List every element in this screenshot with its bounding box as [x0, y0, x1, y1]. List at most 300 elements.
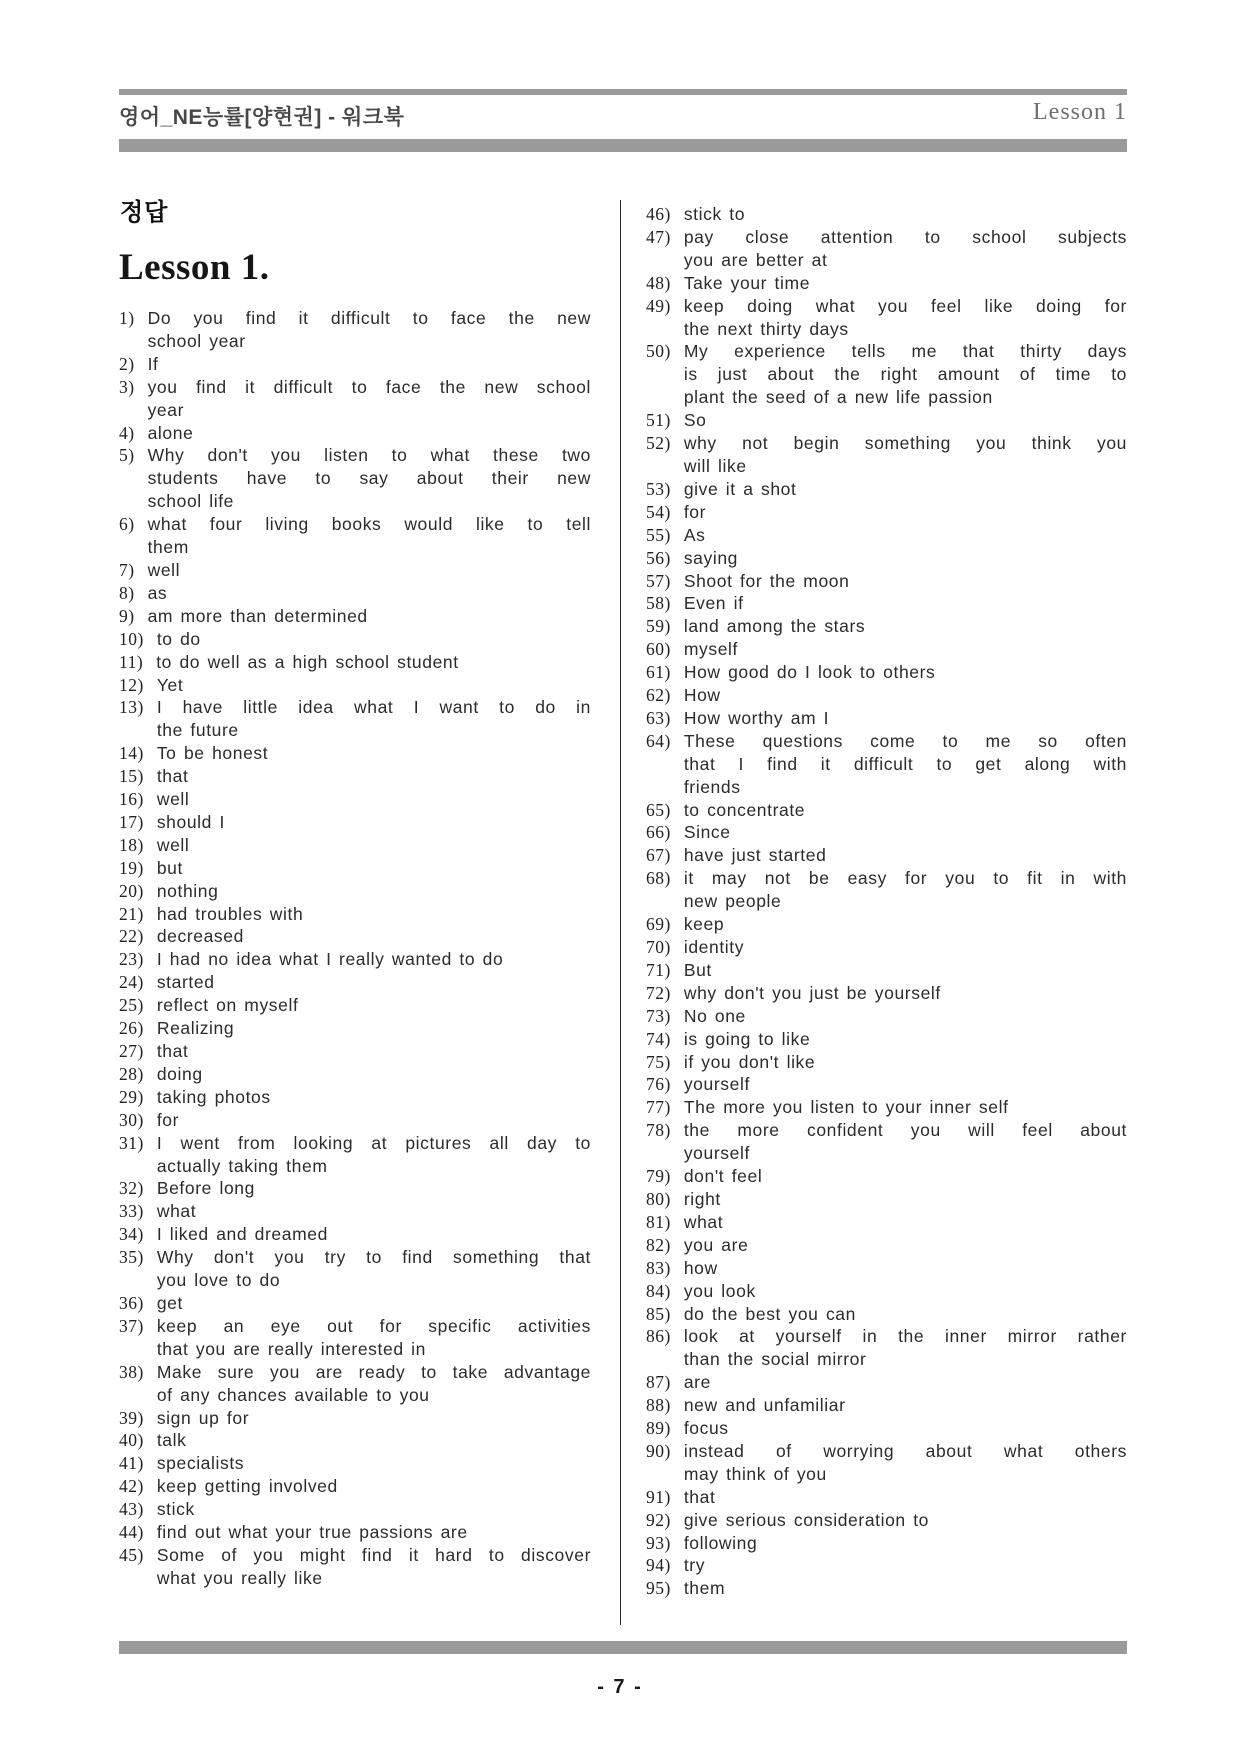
- answer-number: 26): [119, 1018, 144, 1039]
- answer-line: them: [147, 537, 189, 558]
- answer-item: [646, 615, 1127, 638]
- answer-number: 59): [646, 616, 671, 637]
- answer-line: Even if: [683, 593, 744, 614]
- answer-number: 65): [646, 799, 671, 820]
- answer-item: [646, 501, 1127, 524]
- answer-item: [646, 1440, 1127, 1486]
- answer-text: [684, 226, 1127, 272]
- answer-item: [646, 226, 1127, 272]
- answer-item: [646, 1188, 1127, 1211]
- answer-text: [148, 605, 591, 628]
- answer-number: 84): [646, 1280, 671, 1301]
- answer-item: [119, 788, 591, 811]
- answer-line: try: [683, 1555, 706, 1576]
- answer-line: How worthy am I: [683, 707, 830, 728]
- answer-number: 76): [646, 1074, 671, 1095]
- answer-line: Why don't you try to find something that: [156, 1247, 591, 1268]
- answer-text: [684, 432, 1127, 478]
- answer-line: As: [683, 524, 706, 545]
- answer-number: 15): [119, 766, 144, 787]
- answer-number: 50): [646, 341, 671, 362]
- answer-text: [157, 1407, 591, 1430]
- answer-item: [646, 661, 1127, 684]
- answer-item: [646, 959, 1127, 982]
- answer-item: [119, 513, 591, 559]
- answer-number: 72): [646, 982, 671, 1003]
- answer-number: 83): [646, 1257, 671, 1278]
- answer-line: to do well as a high school student: [156, 651, 459, 672]
- answer-text: [157, 1132, 591, 1178]
- answer-item: [646, 936, 1127, 959]
- answer-text: [684, 959, 1127, 982]
- answer-text: [148, 444, 591, 513]
- answer-item: [646, 1165, 1127, 1188]
- answer-line: school year: [147, 330, 246, 351]
- answer-number: 35): [119, 1247, 144, 1268]
- answer-number: 88): [646, 1395, 671, 1416]
- answer-item: [119, 376, 591, 422]
- answer-number: 79): [646, 1166, 671, 1187]
- answer-number: 94): [646, 1555, 671, 1576]
- answer-text: [157, 1498, 591, 1521]
- answer-line: the future: [156, 720, 239, 741]
- answer-line: that: [156, 766, 189, 787]
- answer-line: what you really like: [156, 1567, 323, 1588]
- page-header: [119, 99, 1127, 131]
- answer-item: [646, 524, 1127, 547]
- answer-line: decreased: [156, 926, 244, 947]
- answer-item: [119, 696, 591, 742]
- answer-line: that you are really interested in: [156, 1338, 426, 1359]
- answer-line: than the social mirror: [683, 1349, 867, 1370]
- answer-line: I liked and dreamed: [156, 1224, 328, 1245]
- answer-item: [646, 684, 1127, 707]
- answer-line: So: [683, 410, 707, 431]
- answer-text: [157, 1521, 591, 1544]
- answer-item: [119, 444, 591, 513]
- answer-item: [119, 994, 591, 1017]
- answer-line: are: [683, 1372, 711, 1393]
- answer-line: taking photos: [156, 1086, 271, 1107]
- answer-text: [157, 1017, 591, 1040]
- header-lesson-label: Lesson 1: [1033, 99, 1127, 125]
- answer-text: [684, 501, 1127, 524]
- answer-number: 10): [119, 628, 144, 649]
- answer-number: 93): [646, 1532, 671, 1553]
- answer-text: [684, 1417, 1127, 1440]
- answer-number: 25): [119, 995, 144, 1016]
- answer-line: nothing: [156, 880, 219, 901]
- answer-line: sign up for: [156, 1407, 250, 1428]
- answer-line: it may not be easy for you to fit in with: [683, 868, 1127, 889]
- answer-item: [119, 971, 591, 994]
- answer-item: [646, 799, 1127, 822]
- answer-line: if you don't like: [683, 1051, 816, 1072]
- answer-line: what: [156, 1201, 197, 1222]
- answer-line: instead of worrying about what others: [683, 1440, 1127, 1461]
- answer-line: you look: [683, 1280, 756, 1301]
- answer-line: find out what your true passions are: [156, 1522, 468, 1543]
- answer-line: why not begin something you think you: [683, 433, 1127, 454]
- answer-item: [119, 1315, 591, 1361]
- answer-line: How: [683, 685, 721, 706]
- answer-number: 1): [119, 308, 135, 328]
- answer-number: 13): [119, 697, 144, 718]
- answer-item: [646, 1303, 1127, 1326]
- answers-column-right: [646, 203, 1127, 1600]
- answer-number: 17): [119, 811, 144, 832]
- answer-text: [684, 524, 1127, 547]
- answer-item: [119, 1429, 591, 1452]
- answer-text: [684, 1211, 1127, 1234]
- answer-line: I went from looking at pictures all day to: [156, 1132, 591, 1153]
- answer-text: [684, 1303, 1127, 1326]
- answer-item: [119, 1475, 591, 1498]
- answer-text: [148, 422, 591, 445]
- answer-number: 77): [646, 1097, 671, 1118]
- answer-number: 90): [646, 1440, 671, 1461]
- answer-number: 74): [646, 1028, 671, 1049]
- answer-item: [119, 1040, 591, 1063]
- answer-item: [646, 867, 1127, 913]
- answer-number: 41): [119, 1453, 144, 1474]
- answer-number: 29): [119, 1086, 144, 1107]
- answer-number: 62): [646, 685, 671, 706]
- answer-number: 27): [119, 1041, 144, 1061]
- answer-number: 80): [646, 1188, 671, 1209]
- answer-text: [684, 1509, 1127, 1532]
- answer-item: [119, 948, 591, 971]
- answer-number: 53): [646, 478, 671, 499]
- answer-item: [119, 1361, 591, 1407]
- answer-line: how: [683, 1257, 718, 1278]
- answer-number: 11): [119, 651, 144, 672]
- answer-text: [157, 925, 591, 948]
- answer-text: [684, 1554, 1127, 1577]
- answer-line: doing: [156, 1063, 203, 1084]
- page-number: - 7 -: [597, 1676, 643, 1698]
- header-rule-top: [119, 89, 1127, 95]
- answer-text: [684, 1073, 1127, 1096]
- answer-number: 51): [646, 410, 671, 431]
- answer-text: [157, 948, 591, 971]
- answer-line: I had no idea what I really wanted to do: [156, 949, 504, 970]
- answer-number: 23): [119, 949, 144, 970]
- answer-line: saying: [683, 547, 739, 568]
- answer-number: 6): [119, 514, 135, 535]
- answer-text: [684, 799, 1127, 822]
- answer-line: that: [683, 1486, 716, 1507]
- answer-line: had troubles with: [156, 903, 304, 924]
- answer-item: [119, 1292, 591, 1315]
- answer-text: [157, 1452, 591, 1475]
- answer-line: that: [156, 1041, 189, 1061]
- answer-line: new and unfamiliar: [683, 1395, 846, 1416]
- answer-line: Since: [683, 822, 731, 843]
- answer-number: 54): [646, 501, 671, 522]
- answer-text: [157, 971, 591, 994]
- answer-item: [646, 982, 1127, 1005]
- answer-line: yourself: [683, 1074, 750, 1095]
- answer-text: [684, 1577, 1127, 1600]
- answer-item: [119, 1132, 591, 1178]
- answer-line: new people: [683, 891, 782, 912]
- answer-number: 14): [119, 743, 144, 764]
- answer-number: 44): [119, 1522, 144, 1543]
- answer-line: I have little idea what I want to do in: [156, 697, 591, 718]
- answer-number: 16): [119, 789, 144, 810]
- answer-number: 40): [119, 1430, 144, 1451]
- answer-text: [157, 1544, 591, 1590]
- answer-item: [646, 1509, 1127, 1532]
- answer-line: But: [683, 959, 712, 980]
- answer-line: give serious consideration to: [683, 1509, 930, 1530]
- answer-line: is just about the right amount of time to: [683, 364, 1127, 385]
- answer-text: [157, 674, 591, 697]
- answer-number: 78): [646, 1120, 671, 1141]
- answer-item: [646, 1234, 1127, 1257]
- answer-item: [646, 409, 1127, 432]
- answer-line: to do: [156, 628, 201, 649]
- answer-text: [157, 742, 591, 765]
- answer-number: 63): [646, 707, 671, 728]
- answer-item: [646, 913, 1127, 936]
- answer-line: These questions come to me so often: [683, 730, 1127, 751]
- answer-item: [646, 1325, 1127, 1371]
- answer-line: My experience tells me that thirty days: [683, 341, 1127, 362]
- answer-line: what four living books would like to tell: [147, 514, 591, 535]
- answer-item: [119, 903, 591, 926]
- answer-line: why don't you just be yourself: [683, 982, 941, 1003]
- answer-text: [684, 1234, 1127, 1257]
- answer-line: as: [147, 582, 168, 603]
- answer-line: keep doing what you feel like doing for: [683, 295, 1127, 316]
- answer-item: [646, 1532, 1127, 1555]
- answer-item: [119, 1223, 591, 1246]
- answer-number: 42): [119, 1476, 144, 1497]
- answer-item: [646, 1005, 1127, 1028]
- answer-text: [684, 1028, 1127, 1051]
- answer-number: 56): [646, 547, 671, 568]
- answer-text: [157, 903, 591, 926]
- answer-text: [157, 1086, 591, 1109]
- answer-line: but: [156, 857, 183, 878]
- answer-item: [646, 203, 1127, 226]
- answer-line: myself: [683, 639, 738, 660]
- answer-line: How good do I look to others: [683, 662, 936, 683]
- answer-number: 5): [119, 445, 135, 466]
- answer-text: [684, 1119, 1127, 1165]
- answer-line: you love to do: [156, 1270, 281, 1291]
- answer-line: is going to like: [683, 1028, 811, 1049]
- answer-line: identity: [683, 937, 745, 957]
- answer-number: 61): [646, 662, 671, 683]
- answer-item: [646, 1486, 1127, 1509]
- answer-line: Why don't you listen to what these two: [147, 445, 591, 466]
- answer-number: 67): [646, 845, 671, 866]
- answer-line: get: [156, 1292, 183, 1313]
- answer-text: [157, 1429, 591, 1452]
- answer-number: 87): [646, 1372, 671, 1393]
- answer-item: [119, 651, 591, 674]
- answer-line: reflect on myself: [156, 995, 299, 1016]
- answer-text: [684, 1051, 1127, 1074]
- answer-text: [157, 628, 591, 651]
- answer-line: am more than determined: [147, 605, 368, 626]
- answer-number: 22): [119, 926, 144, 947]
- answer-item: [119, 1544, 591, 1590]
- answer-item: [119, 1063, 591, 1086]
- answer-text: [684, 547, 1127, 570]
- answer-number: 46): [646, 204, 671, 224]
- answer-line: focus: [683, 1418, 729, 1439]
- answer-text: [157, 857, 591, 880]
- answer-text: [148, 582, 591, 605]
- answer-key-label: 정답: [120, 199, 169, 226]
- answer-line: friends: [683, 776, 741, 797]
- answer-line: Take your time: [683, 272, 811, 293]
- answer-number: 12): [119, 674, 144, 695]
- answer-text: [157, 1109, 591, 1132]
- answer-text: [157, 880, 591, 903]
- answer-number: 58): [646, 593, 671, 614]
- answer-number: 71): [646, 959, 671, 980]
- answer-item: [119, 353, 591, 376]
- answer-line: pay close attention to school subjects: [683, 226, 1127, 247]
- answer-line: to concentrate: [683, 799, 806, 820]
- answer-line: talk: [156, 1430, 187, 1451]
- answer-text: [684, 592, 1127, 615]
- answer-item: [646, 1394, 1127, 1417]
- answer-text: [684, 1188, 1127, 1211]
- answer-line: them: [683, 1578, 726, 1599]
- answer-line: started: [156, 972, 215, 993]
- answer-item: [646, 570, 1127, 593]
- answer-text: [157, 1200, 591, 1223]
- answer-line: alone: [147, 422, 194, 443]
- answer-line: Shoot for the moon: [683, 570, 850, 591]
- answer-text: [148, 353, 591, 376]
- answer-item: [646, 1554, 1127, 1577]
- answer-number: 7): [119, 559, 135, 580]
- answer-number: 18): [119, 834, 144, 855]
- answer-item: [119, 582, 591, 605]
- answer-text: [157, 811, 591, 834]
- answer-number: 55): [646, 524, 671, 545]
- answer-text: [684, 409, 1127, 432]
- answer-item: [119, 1017, 591, 1040]
- answer-line: Realizing: [156, 1018, 235, 1039]
- answer-line: will like: [683, 455, 747, 476]
- answer-text: [684, 1096, 1127, 1119]
- answer-number: 47): [646, 226, 671, 247]
- answer-text: [684, 1325, 1127, 1371]
- answer-number: 2): [119, 353, 135, 374]
- answer-text: [684, 570, 1127, 593]
- answer-number: 69): [646, 914, 671, 935]
- answer-line: don't feel: [683, 1166, 763, 1187]
- answer-number: 95): [646, 1578, 671, 1599]
- answer-number: 85): [646, 1303, 671, 1324]
- answer-number: 36): [119, 1292, 144, 1313]
- answer-number: 45): [119, 1544, 144, 1565]
- answer-line: do the best you can: [683, 1303, 856, 1324]
- answer-item: [646, 340, 1127, 409]
- header-rule-bottom: [119, 139, 1127, 152]
- answer-number: 82): [646, 1234, 671, 1255]
- answer-text: [157, 834, 591, 857]
- answer-line: plant the seed of a new life passion: [683, 387, 993, 408]
- answer-line: well: [156, 789, 190, 810]
- answer-line: the more confident you will feel about: [683, 1120, 1127, 1141]
- answer-line: should I: [156, 811, 225, 832]
- answer-number: 68): [646, 868, 671, 889]
- answer-line: The more you listen to your inner self: [683, 1097, 1009, 1118]
- answer-line: you find it difficult to face the new school: [147, 376, 591, 397]
- answer-line: have just started: [683, 845, 827, 866]
- answer-text: [157, 1361, 591, 1407]
- answer-text: [157, 1315, 591, 1361]
- answer-text: [684, 1280, 1127, 1303]
- answer-number: 70): [646, 937, 671, 957]
- answer-line: land among the stars: [683, 616, 866, 637]
- answer-text: [157, 1475, 591, 1498]
- answer-number: 73): [646, 1005, 671, 1026]
- answer-number: 49): [646, 295, 671, 316]
- answer-line: following: [683, 1532, 758, 1553]
- answer-number: 60): [646, 639, 671, 660]
- answer-number: 57): [646, 570, 671, 591]
- answer-item: [646, 592, 1127, 615]
- answer-line: If: [147, 353, 159, 374]
- answer-text: [157, 696, 591, 742]
- header-book-title: 영어_NE능률[양현권] - 워크북: [119, 106, 405, 129]
- answer-text: [684, 203, 1127, 226]
- answer-item: [119, 857, 591, 880]
- answer-number: 3): [119, 376, 135, 397]
- answer-item: [119, 1452, 591, 1475]
- answer-line: yourself: [683, 1143, 750, 1164]
- answer-item: [646, 821, 1127, 844]
- answer-number: 91): [646, 1486, 671, 1507]
- answer-number: 89): [646, 1418, 671, 1439]
- answer-text: [684, 1532, 1127, 1555]
- answer-text: [148, 307, 591, 353]
- answer-item: [646, 730, 1127, 799]
- answer-line: stick: [156, 1499, 195, 1520]
- answer-line: specialists: [156, 1453, 245, 1474]
- answer-text: [148, 513, 591, 559]
- answer-item: [119, 1177, 591, 1200]
- answers-column-left: [119, 307, 591, 1590]
- answer-text: [684, 661, 1127, 684]
- answer-line: well: [147, 559, 181, 580]
- answer-item: [646, 478, 1127, 501]
- answer-item: [646, 1577, 1127, 1600]
- answer-number: 30): [119, 1109, 144, 1130]
- answer-line: school life: [147, 491, 234, 512]
- answer-number: 66): [646, 822, 671, 843]
- answer-number: 28): [119, 1063, 144, 1084]
- answer-item: [119, 1407, 591, 1430]
- answer-number: 52): [646, 433, 671, 454]
- answer-text: [684, 638, 1127, 661]
- answer-line: students have to say about their new: [147, 468, 591, 489]
- answer-text: [157, 788, 591, 811]
- answer-number: 39): [119, 1407, 144, 1428]
- answer-item: [646, 1371, 1127, 1394]
- answer-text: [157, 994, 591, 1017]
